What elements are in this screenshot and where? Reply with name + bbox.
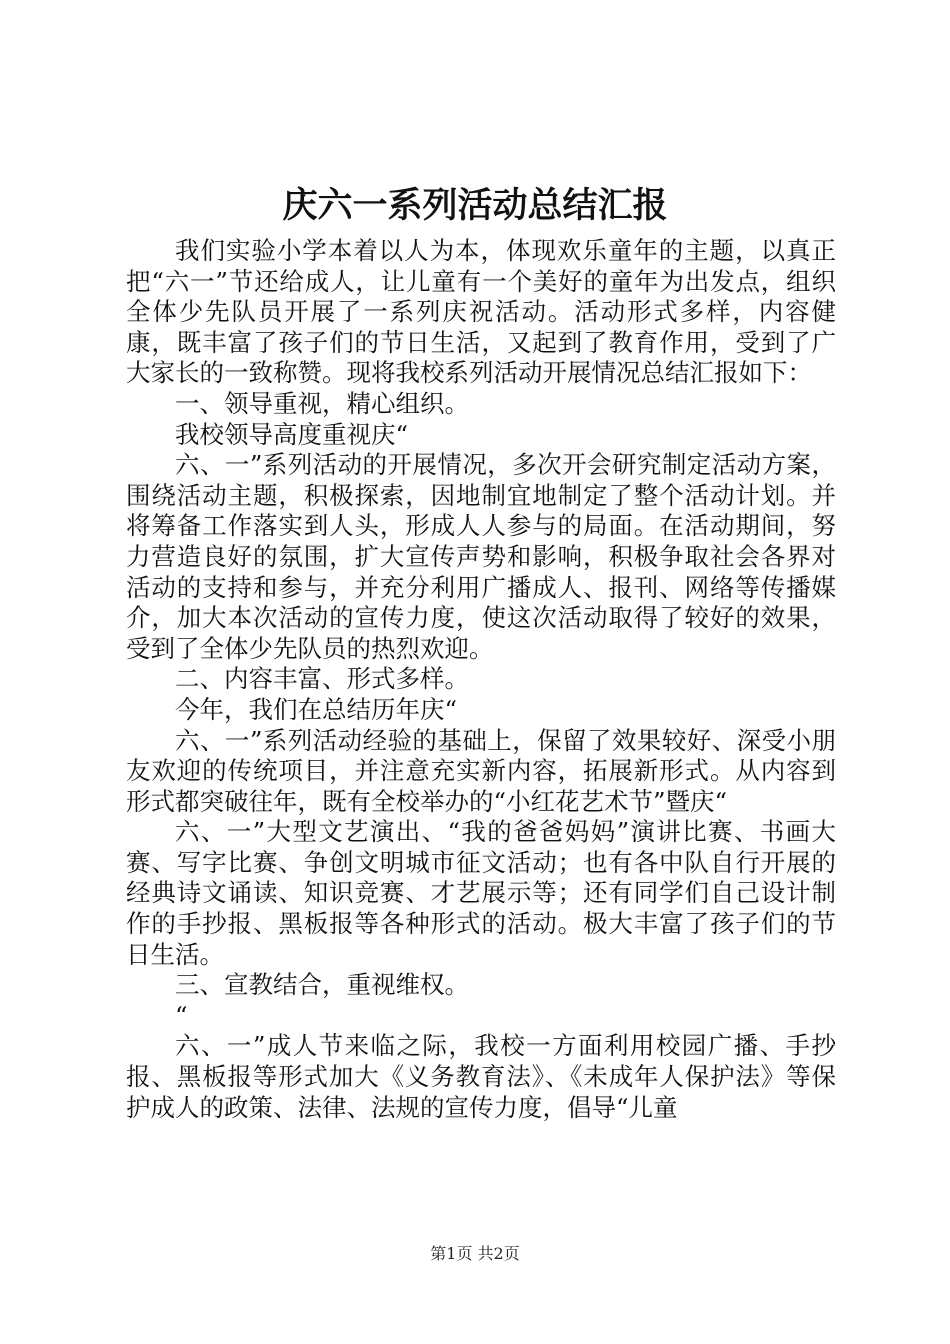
- document-title: 庆六一系列活动总结汇报: [282, 185, 668, 226]
- paragraph-intro: 我们实验小学本着以人为本，体现欢乐童年的主题，以真正把“六一”节还给成人，让儿童有一个美好的童年为出发点，组织全体少先队员开展了一系列庆祝活动。活动形式多样，内容健康，既丰富了孩子们的节日生活，又起到了教育作用，受到了广大家长的一致称赞。现将我校系列活动开展情况总结汇报如下：: [126, 236, 836, 388]
- paragraph: 六、一”成人节来临之际，我校一方面利用校园广播、手抄报、黑板报等形式加大《义务教育法》、《未成年人保护法》等保护成人的政策、法律、法规的宣传力度，倡导“儿童: [126, 1031, 836, 1122]
- paragraph: 六、一”系列活动的开展情况，多次开会研究制定活动方案，围绕活动主题，积极探索，因地制宜地制定了整个活动计划。并将筹备工作落实到人头，形成人人参与的局面。在活动期间，努力营造良好的氛围，扩大宣传声势和影响，积极争取社会各界对活动的支持和参与，并充分利用广播成人、报刊、网络等传播媒介，加大本次活动的宣传力度，使这次活动取得了较好的效果，受到了全体少先队员的热烈欢迎。: [126, 450, 836, 663]
- section-heading-1: 一、领导重视，精心组织。: [175, 388, 469, 418]
- paragraph: 今年，我们在总结历年庆“: [175, 694, 458, 724]
- document-body: [126, 236, 836, 1123]
- paragraph: 六、一”系列活动经验的基础上，保留了效果较好、深受小朋友欢迎的传统项目，并注意充实新内容，拓展新形式。从内容到形式都突破往年，既有全校举办的“小红花艺术节”暨庆“: [126, 725, 836, 816]
- paragraph: “: [175, 1000, 188, 1030]
- paragraph: 六、一”大型文艺演出、“我的爸爸妈妈”演讲比赛、书画大赛、写字比赛、争创文明城市征文活动；也有各中队自行开展的经典诗文诵读、知识竞赛、才艺展示等；还有同学们自己设计制作的手抄报、黑板报等各种形式的活动。极大丰富了孩子们的节日生活。: [126, 817, 836, 969]
- section-heading-3: 三、宣教结合，重视维权。: [175, 970, 469, 1000]
- page-footer: 第1页 共2页: [430, 1244, 520, 1263]
- paragraph: 我校领导高度重视庆“: [175, 419, 409, 449]
- section-heading-2: 二、内容丰富、形式多样。: [175, 664, 469, 694]
